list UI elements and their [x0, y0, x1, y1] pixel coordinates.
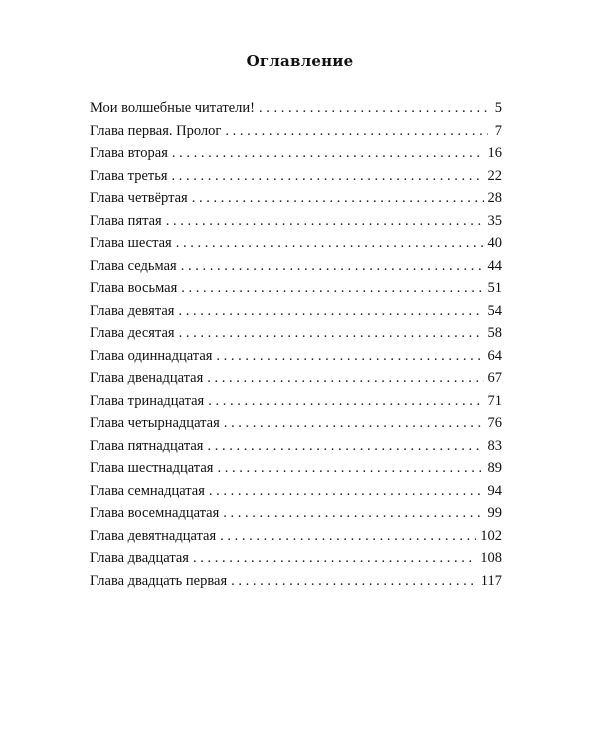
toc-entry-page-number: 44 [487, 257, 502, 274]
toc-entry-page-number: 35 [487, 212, 502, 229]
toc-leader-dots [209, 483, 484, 500]
toc-entry-label: Глава восемнадцатая [90, 505, 220, 521]
toc-leader-dots [231, 573, 477, 590]
toc-entry-label: Глава шестая [90, 235, 172, 251]
toc-entry-label: Глава десятая [90, 325, 175, 341]
toc-leader-dots [172, 145, 484, 162]
toc-entry [90, 235, 502, 258]
toc-entry [90, 483, 502, 506]
toc-leader-dots [208, 393, 483, 410]
toc-leader-dots [217, 460, 483, 477]
toc-entry-label: Мои волшебные читатели! [90, 100, 255, 116]
toc-entry-label: Глава двадцатая [90, 550, 189, 566]
toc-entry [90, 123, 502, 146]
toc-entry [90, 100, 502, 123]
toc-entry [90, 550, 502, 573]
toc-entry-label: Глава одиннадцатая [90, 347, 213, 364]
toc-leader-dots [193, 550, 476, 567]
toc-entry-page-number: 58 [487, 325, 502, 341]
toc-entry [90, 370, 502, 393]
toc-entry-label: Глава двенадцатая [90, 370, 204, 386]
toc-leader-dots [259, 100, 488, 117]
toc-leader-dots [179, 325, 484, 342]
toc-entry-page-number: 67 [487, 370, 502, 386]
toc-entry-page-number: 28 [487, 190, 502, 206]
toc-entry [90, 460, 502, 483]
toc-entry-label: Глава четырнадцатая [90, 415, 220, 431]
toc-entry-label: Глава седьмая [90, 257, 177, 274]
toc-entry-page-number: 99 [487, 505, 502, 521]
toc-entry-label: Глава третья [90, 167, 168, 184]
toc-entry-label: Глава пятая [90, 212, 162, 229]
toc-leader-dots [166, 213, 484, 230]
toc-entry-page-number: 7 [494, 122, 502, 139]
toc-entry-page-number: 5 [494, 100, 502, 116]
toc-leader-dots [216, 348, 483, 365]
toc-entry [90, 168, 502, 191]
toc-entry [90, 213, 502, 236]
toc-entry-label: Глава пятнадцатая [90, 437, 204, 454]
toc-entry-label: Глава первая. Пролог [90, 122, 222, 139]
toc-leader-dots [224, 415, 484, 432]
toc-leader-dots [178, 303, 483, 320]
toc-entry [90, 348, 502, 371]
toc-leader-dots [207, 438, 483, 455]
toc-leader-dots [176, 235, 484, 252]
toc-entry-page-number: 54 [487, 302, 502, 319]
toc-leader-dots [220, 528, 476, 545]
toc-entry-label: Глава четвёртая [90, 190, 188, 206]
toc-leader-dots [223, 505, 483, 522]
toc-entry-label: Глава девятнадцатая [90, 527, 217, 544]
toc-leader-dots [225, 123, 488, 140]
toc-entry-page-number: 71 [487, 392, 502, 409]
toc-entry [90, 325, 502, 348]
toc-entry [90, 438, 502, 461]
toc-leader-dots [192, 190, 484, 207]
toc-entry [90, 505, 502, 528]
toc-entry-page-number: 94 [487, 482, 502, 499]
toc-entry-label: Глава вторая [90, 145, 168, 161]
toc-entry [90, 190, 502, 213]
toc-entry-label: Глава двадцать первая [90, 572, 228, 589]
page-title: Оглавление [246, 52, 354, 70]
toc-entry-label: Глава тринадцатая [90, 392, 205, 409]
toc-entry-label: Глава восьмая [90, 280, 178, 296]
toc-entry-label: Глава семнадцатая [90, 482, 205, 499]
toc-entry-page-number: 76 [487, 415, 502, 431]
toc-entry [90, 303, 502, 326]
toc-entry [90, 280, 502, 303]
toc-entry-page-number: 40 [487, 235, 502, 251]
toc-entry-page-number: 83 [487, 437, 502, 454]
toc-entry [90, 145, 502, 168]
toc-entry-label: Глава девятая [90, 302, 175, 319]
toc-entry-page-number: 64 [487, 347, 502, 364]
toc-leader-dots [181, 258, 484, 275]
toc-entry [90, 573, 502, 596]
toc-entry [90, 415, 502, 438]
table-of-contents [90, 100, 502, 595]
toc-entry-page-number: 22 [487, 167, 502, 184]
toc-entry-page-number: 102 [480, 527, 502, 544]
toc-leader-dots [207, 370, 483, 387]
toc-entry [90, 393, 502, 416]
toc-entry-page-number: 16 [487, 145, 502, 161]
toc-entry-page-number: 51 [487, 280, 502, 296]
toc-entry-page-number: 117 [480, 572, 502, 589]
toc-entry [90, 258, 502, 281]
toc-leader-dots [172, 168, 484, 185]
toc-entry-page-number: 89 [487, 460, 502, 476]
toc-entry [90, 528, 502, 551]
toc-leader-dots [181, 280, 483, 297]
toc-entry-page-number: 108 [480, 550, 502, 566]
toc-entry-label: Глава шестнадцатая [90, 460, 214, 476]
